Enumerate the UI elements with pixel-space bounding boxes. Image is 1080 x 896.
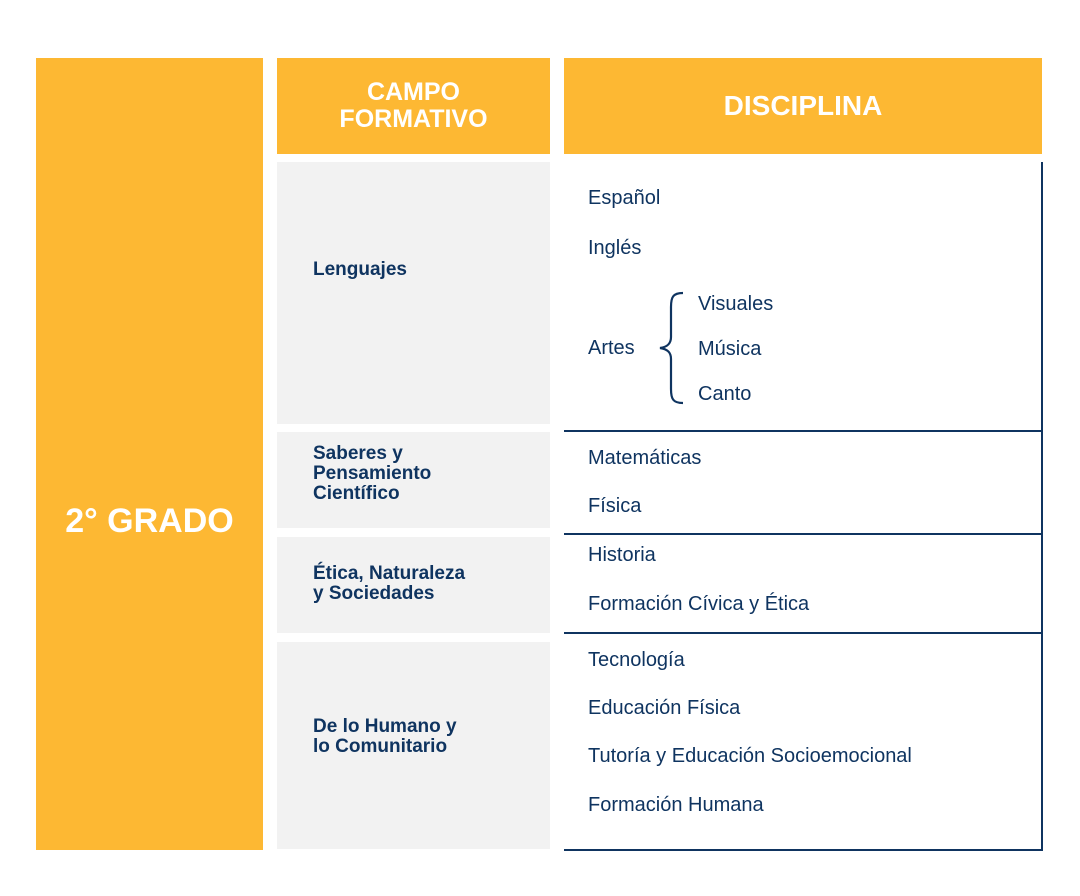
disciplina-historia: Historia bbox=[588, 544, 656, 566]
disciplina-formacion-humana: Formación Humana bbox=[588, 794, 764, 816]
campo-etica bbox=[277, 537, 550, 633]
disciplina-artes: Artes bbox=[588, 337, 635, 359]
disciplina-educacion-fisica: Educación Física bbox=[588, 697, 741, 719]
row-divider bbox=[564, 632, 1042, 634]
grade-label: 2° GRADO bbox=[65, 502, 234, 540]
disciplina-matematicas: Matemáticas bbox=[588, 447, 702, 469]
disciplina-espanol: Español bbox=[588, 187, 661, 209]
campo-etica-line1: Ética, Naturaleza bbox=[313, 563, 466, 584]
disciplina-tutoria: Tutoría y Educación Socioemocional bbox=[588, 745, 912, 767]
campo-humano-line2: lo Comunitario bbox=[313, 736, 448, 757]
campo-lenguajes-label: Lenguajes bbox=[313, 259, 407, 280]
row-divider bbox=[564, 430, 1042, 432]
campo-saberes-line1: Saberes y bbox=[313, 443, 403, 464]
disciplina-tecnologia: Tecnología bbox=[588, 649, 685, 671]
disciplina-ingles: Inglés bbox=[588, 237, 642, 259]
disciplina-fisica: Física bbox=[588, 495, 642, 517]
campo-saberes bbox=[277, 432, 550, 528]
campo-etica-line2: y Sociedades bbox=[313, 583, 435, 604]
header-campo-line1: CAMPO bbox=[366, 78, 461, 106]
curly-brace-icon bbox=[657, 291, 687, 405]
disciplina-canto: Canto bbox=[698, 383, 752, 405]
campo-humano bbox=[277, 642, 550, 849]
row-divider bbox=[564, 533, 1042, 535]
campo-humano-line1: De lo Humano y bbox=[313, 716, 457, 737]
disciplina-civica: Formación Cívica y Ética bbox=[588, 593, 810, 615]
campo-saberes-line3: Científico bbox=[313, 483, 400, 504]
campo-lenguajes bbox=[277, 162, 550, 424]
grade-column bbox=[36, 58, 263, 850]
disciplina-musica: Música bbox=[698, 338, 762, 360]
header-disciplina: DISCIPLINA bbox=[564, 58, 1042, 154]
header-campo-formativo bbox=[277, 58, 550, 154]
header-campo-line2: FORMATIVO bbox=[339, 105, 488, 133]
campo-saberes-line2: Pensamiento bbox=[313, 463, 432, 484]
disciplina-visuales: Visuales bbox=[698, 293, 774, 315]
